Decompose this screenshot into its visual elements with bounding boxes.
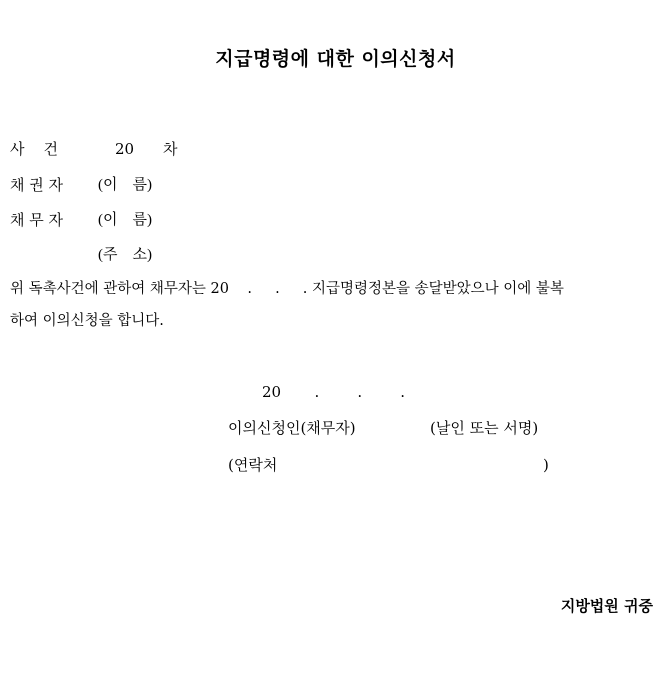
debtor-label: 채 무 자 — [10, 211, 64, 229]
contact-close: ) — [543, 456, 549, 474]
case-label: 사 건 — [10, 140, 59, 158]
body-line-1: 위 독촉사건에 관하여 채무자는 20 . . . 지급명령정본을 송달받았으나 이에 불복 — [10, 281, 564, 297]
contact-open: (연락처 — [228, 456, 278, 474]
body-line-2: 하여 이의신청을 합니다. — [10, 313, 164, 329]
creditor-label: 채 권 자 — [10, 176, 64, 194]
applicant-label: 이의신청인(채무자) — [228, 419, 356, 437]
seal-label: (날인 또는 서명) — [430, 419, 539, 437]
creditor-name-field: (이 름) — [98, 177, 152, 193]
date-line: 20 . . . — [262, 383, 406, 401]
debtor-name-field: (이 름) — [98, 212, 152, 228]
case-suffix: 차 — [163, 140, 178, 158]
case-year-prefix: 20 — [115, 140, 135, 158]
court-name: 지방법원 귀중 — [560, 597, 653, 615]
document-title: 지급명령에 대한 이의신청서 — [215, 48, 456, 70]
debtor-address-field: (주 소) — [98, 247, 152, 263]
